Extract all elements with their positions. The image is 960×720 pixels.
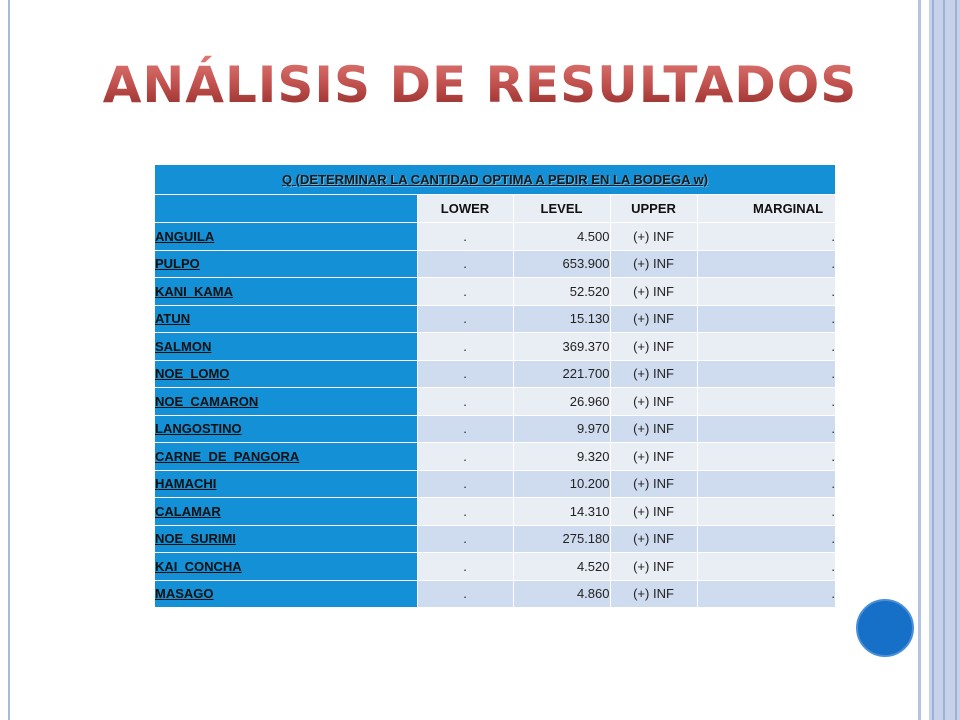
row-lower: . (417, 250, 513, 278)
row-level: 4.860 (513, 580, 610, 608)
row-name: KANI_KAMA (155, 278, 417, 306)
slide-title-text: ANÁLISIS DE RESULTADOS (102, 56, 858, 114)
row-lower: . (417, 498, 513, 526)
row-lower: . (417, 360, 513, 388)
col-header-upper: UPPER (610, 195, 697, 223)
row-lower: . (417, 223, 513, 251)
row-lower: . (417, 415, 513, 443)
row-level: 9.320 (513, 443, 610, 471)
row-level: 26.960 (513, 388, 610, 416)
row-lower: . (417, 305, 513, 333)
table-row (155, 553, 835, 581)
row-level: 221.700 (513, 360, 610, 388)
row-marginal: . (697, 360, 835, 388)
row-marginal: . (697, 250, 835, 278)
row-level: 14.310 (513, 498, 610, 526)
row-marginal: . (697, 223, 835, 251)
row-marginal: . (697, 470, 835, 498)
row-upper: (+) INF (610, 250, 697, 278)
slide-title (102, 52, 858, 118)
row-marginal: . (697, 278, 835, 306)
row-marginal: . (697, 415, 835, 443)
row-upper: (+) INF (610, 360, 697, 388)
row-lower: . (417, 278, 513, 306)
row-level: 4.520 (513, 553, 610, 581)
row-name: PULPO (155, 250, 417, 278)
row-marginal: . (697, 388, 835, 416)
row-marginal: . (697, 580, 835, 608)
left-frame-line (8, 0, 10, 720)
row-name: SALMON (155, 333, 417, 361)
row-upper: (+) INF (610, 388, 697, 416)
table-row (155, 223, 835, 251)
table-row (155, 305, 835, 333)
row-level: 275.180 (513, 525, 610, 553)
row-name: HAMACHI (155, 470, 417, 498)
row-upper: (+) INF (610, 470, 697, 498)
row-level: 369.370 (513, 333, 610, 361)
row-name: KAI_CONCHA (155, 553, 417, 581)
col-header-lower: LOWER (417, 195, 513, 223)
row-upper: (+) INF (610, 305, 697, 333)
row-marginal: . (697, 333, 835, 361)
table-row (155, 278, 835, 306)
row-lower: . (417, 470, 513, 498)
row-name: ANGUILA (155, 223, 417, 251)
row-name: NOE_SURIMI (155, 525, 417, 553)
row-upper: (+) INF (610, 223, 697, 251)
row-name: NOE_CAMARON (155, 388, 417, 416)
col-header-level: LEVEL (513, 195, 610, 223)
col-header-marginal: MARGINAL (697, 195, 835, 223)
row-name: MASAGO (155, 580, 417, 608)
right-frame-line (918, 0, 921, 720)
right-decorative-band (929, 0, 960, 720)
row-lower: . (417, 333, 513, 361)
row-name: CALAMAR (155, 498, 417, 526)
row-lower: . (417, 525, 513, 553)
table-row (155, 525, 835, 553)
header-blank (155, 195, 417, 223)
row-upper: (+) INF (610, 525, 697, 553)
row-marginal: . (697, 443, 835, 471)
row-lower: . (417, 553, 513, 581)
row-marginal: . (697, 305, 835, 333)
table-row (155, 250, 835, 278)
row-upper: (+) INF (610, 333, 697, 361)
row-level: 653.900 (513, 250, 610, 278)
table-caption: Q (DETERMINAR LA CANTIDAD OPTIMA A PEDIR EN LA BODEGA w) (155, 165, 835, 195)
row-level: 15.130 (513, 305, 610, 333)
row-lower: . (417, 580, 513, 608)
row-upper: (+) INF (610, 553, 697, 581)
table-row (155, 415, 835, 443)
row-marginal: . (697, 525, 835, 553)
row-level: 10.200 (513, 470, 610, 498)
row-name: LANGOSTINO (155, 415, 417, 443)
row-upper: (+) INF (610, 498, 697, 526)
row-upper: (+) INF (610, 443, 697, 471)
row-lower: . (417, 388, 513, 416)
row-name: CARNE_DE_PANGORA (155, 443, 417, 471)
row-name: NOE_LOMO (155, 360, 417, 388)
table-row (155, 498, 835, 526)
row-level: 4.500 (513, 223, 610, 251)
table-row (155, 470, 835, 498)
row-marginal: . (697, 498, 835, 526)
table-row (155, 388, 835, 416)
table-row (155, 580, 835, 608)
row-lower: . (417, 443, 513, 471)
row-upper: (+) INF (610, 278, 697, 306)
row-upper: (+) INF (610, 580, 697, 608)
table-row (155, 333, 835, 361)
row-level: 52.520 (513, 278, 610, 306)
table-row (155, 360, 835, 388)
results-table (155, 165, 835, 608)
row-marginal: . (697, 553, 835, 581)
row-name: ATUN (155, 305, 417, 333)
row-level: 9.970 (513, 415, 610, 443)
row-upper: (+) INF (610, 415, 697, 443)
table-row (155, 443, 835, 471)
decorative-circle (856, 599, 914, 657)
